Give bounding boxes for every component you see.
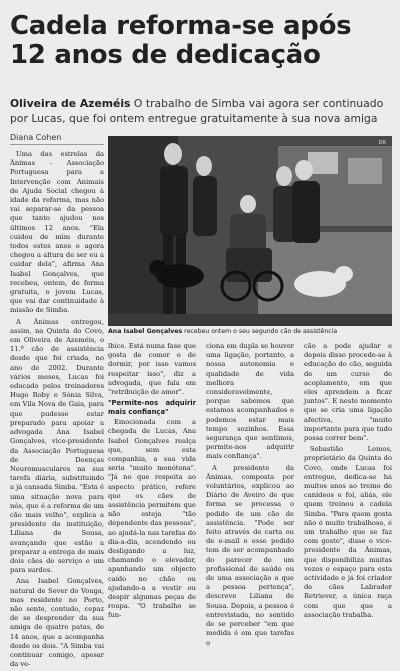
- byline-divider: [10, 144, 104, 145]
- headline-line-2: 12 anos de dedicação: [10, 40, 321, 70]
- lead-paragraph: [10, 96, 394, 126]
- lead-text: O trabalho de Simba vai agora ser continuado por Lucas, que foi ontem entregue gratuitamente à sua nova amiga: [10, 97, 384, 125]
- paragraph: ciona em dupla se houver uma ligação, portanto, a nossa autonomia e qualidade de vida melhora consideravelmente, porque sabemos que estamos acompanhados e podemos estar mais tempo sozinhos. Essa segurança que sentimos, permite-nos adquirir mais confiança".: [206, 342, 294, 461]
- article-photo: [108, 136, 392, 326]
- article-column-2: [108, 342, 196, 623]
- caption-text: recebeu ontem o seu segundo cão de assistência: [182, 328, 338, 335]
- paragraph: A presidente da Ânimas, composta por voluntários, explicou ao Diário de Aveiro de que forma se processa o pedido de um cão de assistência. "Pode ser feito através de carta ou de e-mail e esse pedido tem de ser acompanhado do parecer de um profissional de saúde ou de uma associação a que a pessoa pertença", descreve Liliana de Sousa. Depois, a pessoa é entrevistada, no sentido de se perceber "em que medida é em que tarefas o: [206, 463, 294, 647]
- headline-line-1: Cadela reforma-se após: [10, 11, 352, 41]
- paragraph: Uma das estrelas da Ânimas - Associação Portuguesa para a Intervenção com Animais de Ajuda Social chegou à idade da reforma, mas não vai separar-se da pessoa que tanto ajudou nos últimos 12 anos. "Ela cuidou de mim durante todos estes anos e agora chegou a altura de ser eu a cuidar dela", afirma Ana Isabel Gonçalves, que recebeu, ontem, de forma gratuita, o jovem Lucas, que vai dar continuidade à missão de Simba.: [10, 150, 104, 315]
- photo-illustration: [108, 136, 392, 326]
- subheading: "Permite-nos adquirir mais confiança": [108, 399, 196, 416]
- headline: [10, 12, 390, 70]
- paragraph: Sebastião Lemos, proprietário da Quinta do Covo, onde Lucas foi entregue, dedica-se há muitos anos ao treino de canídeos e foi, aliás, ele quem treinou a cadela Simba. "Para quem gosta não é muito trabalhoso, é um trabalho que se faz com gosto", disse o vice-presidente da Ânimas, que disponibiliza muitas vezes o espaço para esta actividade e já foi criador de cães Labrador Retriever, a única raça com que que a associação trabalha.: [304, 445, 392, 619]
- article-column-4: [304, 342, 392, 622]
- paragraph: Ana Isabel Gonçalves, natural de Sever do Vouga, mas residente no Porto, não sente, contudo, cepaz de se desprender da sua amiga de quatro patas, de 14 anos, que a acompanha desde os dois. "A Simba vai continuar comigo, apesar da ve-: [10, 577, 104, 669]
- author-byline: Diana Cohen: [10, 133, 62, 142]
- paragraph: A Ânimas entregou, assim, na Quinta do Covo, em Oliveira de Azeméis, o 11.º cão de assistência desde que foi criada, no ano de 2002. Durante vários meses, Lucas foi educado pelos treinadores Hugo Roby e Sónia Silva, em Vila Nova de Gaia, para que pudesse estar preparado para apoiar a advogada Ana Isabel Gonçalves, vice-presidente da Associação Portuguesa de Doenças Neuromusculares na sua tarefa diária, substituindo a já cansada Simba. "Esta é uma situação nova para nós, que é a reforma de um cão mais velho", explica a presidente da instituição, Liliana de Sousa, avançando que estão a preparar a entrega de mais dois cães de serviço e um para surdos.: [10, 317, 104, 575]
- paragraph: Emocionada com a chegada de Lucas, Ana Isabel Gonçalves realça que, sem esta companhia, a sua vida seria "muito monótona". "Já no que respeita ao aspecto prático, refere que os cães de assistência permitem que não esteja "tão dependente das pessoas", ao ajudá-la nas tarefas do dia-a-dia, acendendo ou desligando a luz, chamando o elevador, apanhando um objecto caído no chão ou ajudando-a a vestir ou despir algumas peças de roupa. "O trabalho se fun-: [108, 418, 196, 620]
- article-column-3: [206, 342, 294, 650]
- photo-caption: [108, 328, 392, 336]
- photo-credit: DR: [378, 140, 386, 146]
- caption-name: Ana Isabel Gonçalves: [108, 328, 183, 335]
- article-column-1: [10, 150, 104, 671]
- lead-location: Oliveira de Azeméis: [10, 97, 131, 110]
- paragraph: cão a pode ajudar e depois disso procede-se à educação do cão, seguida de um curso de acoplamento, em que eles aprendem a ficar juntos". E neste momento que se cria uma ligação afectiva, "muito importante para que tudo possa correr bem".: [304, 342, 392, 443]
- paragraph: lhice. Está numa fase que gosta de comer e de dormir, por isso vamos respeitar isso", diz a advogada, que fala em "retribuição de amor".: [108, 342, 196, 397]
